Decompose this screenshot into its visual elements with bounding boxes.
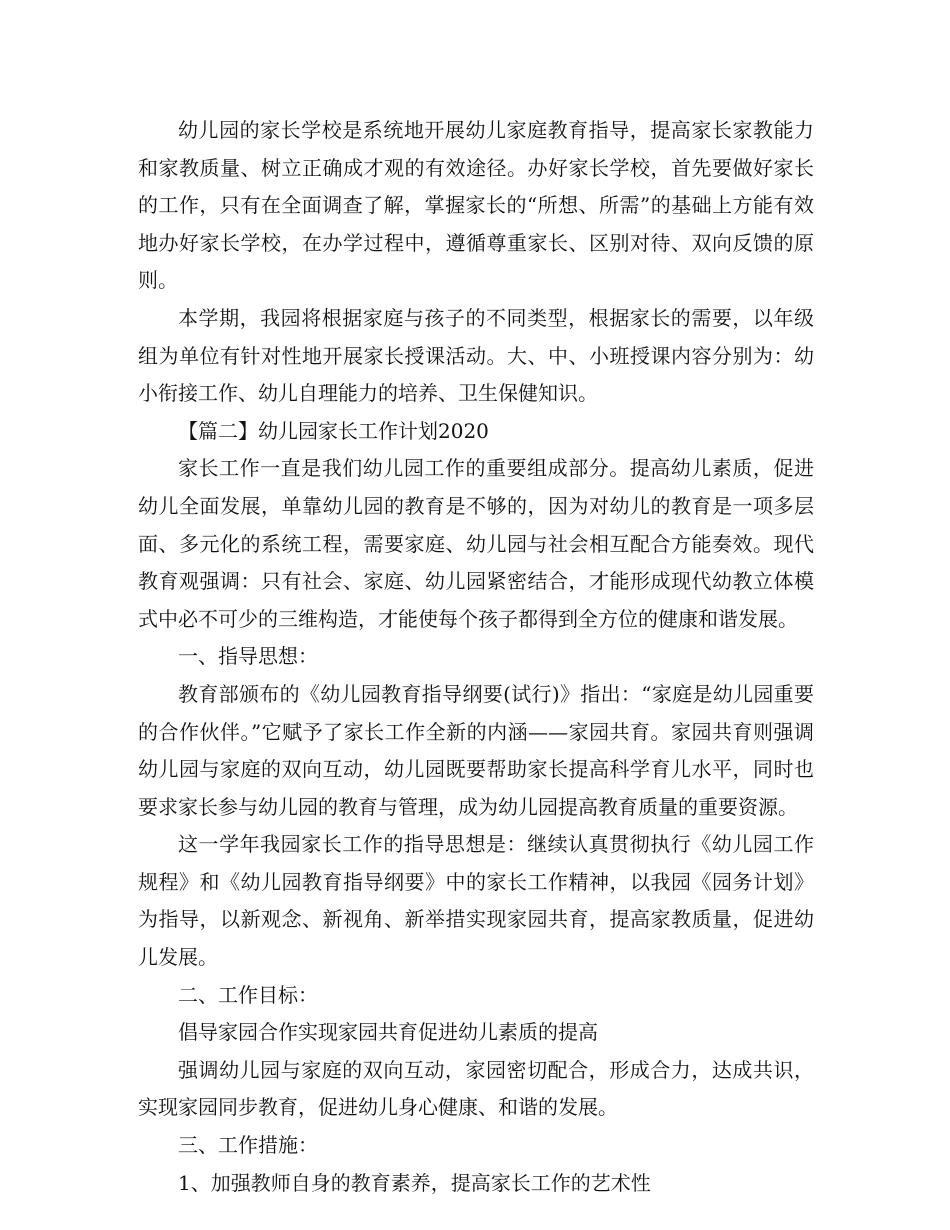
list-item-measure-1: 1、加强教师自身的教育素养，提高家长工作的艺术性: [178, 1170, 651, 1195]
intro-paragraph-parent-school: 幼儿园的家长学校是系统地开展幼儿家庭教育指导，提高家长家教能力和家教质量、树立正确成才观的有效途径。办好家长学校，首先要做好家长的工作，只有在全面调查了解，掌握家长的“所想、所需”的基础上方能有效地办好家长学校，在办学过程中，遵循尊重家长、区别对待、双向反馈的原则。: [138, 118, 814, 293]
paragraph-goal-detail: 强调幼儿园与家庭的双向互动，家园密切配合，形成合力，达成共识，实现家园同步教育，促进幼儿身心健康、和谐的发展。: [138, 1057, 814, 1120]
paragraph-guideline-quote: 教育部颁布的《幼儿园教育指导纲要(试行)》指出：“家庭是幼儿园重要的合作伙伴。”它赋予了家长工作全新的内涵——家园共育。家园共育则强调幼儿园与家庭的双向互动，幼儿园既要帮助家长提高科学育儿水平，同时也要求家长参与幼儿园的教育与管理，成为幼儿园提高教育质量的重要资源。: [138, 681, 814, 819]
document-page: [138, 112, 814, 1202]
heading-work-goals: 二、工作目标：: [178, 982, 318, 1007]
paragraph-parent-work-importance: 家长工作一直是我们幼儿园工作的重要组成部分。提高幼儿素质，促进幼儿全面发展，单靠幼儿园的教育是不够的，因为对幼儿的教育是一项多层面、多元化的系统工程，需要家庭、幼儿园与社会相互配合方能奏效。现代教育观强调：只有社会、家庭、幼儿园紧密结合，才能形成现代幼教立体模式中必不可少的三维构造，才能使每个孩子都得到全方位的健康和谐发展。: [138, 456, 814, 631]
paragraph-guiding-ideology-detail: 这一学年我园家长工作的指导思想是：继续认真贯彻执行《幼儿园工作规程》和《幼儿园教育指导纲要》中的家长工作精神，以我园《园务计划》为指导，以新观念、新视角、新举措实现家园共育，提高家教质量，促进幼儿发展。: [138, 832, 814, 970]
heading-work-measures: 三、工作措施：: [178, 1133, 318, 1158]
intro-paragraph-semester-plan: 本学期，我园将根据家庭与孩子的不同类型，根据家长的需要，以年级组为单位有针对性地开展家长授课活动。大、中、小班授课内容分别为：幼小衔接工作、幼儿自理能力的培养、卫生保健知识。: [138, 305, 814, 406]
section-title-part-two: 【篇二】幼儿园家长工作计划2020: [178, 418, 489, 443]
heading-guiding-ideology: 一、指导思想：: [178, 644, 318, 669]
paragraph-goal-summary: 倡导家园合作实现家园共育促进幼儿素质的提高: [178, 1020, 598, 1045]
